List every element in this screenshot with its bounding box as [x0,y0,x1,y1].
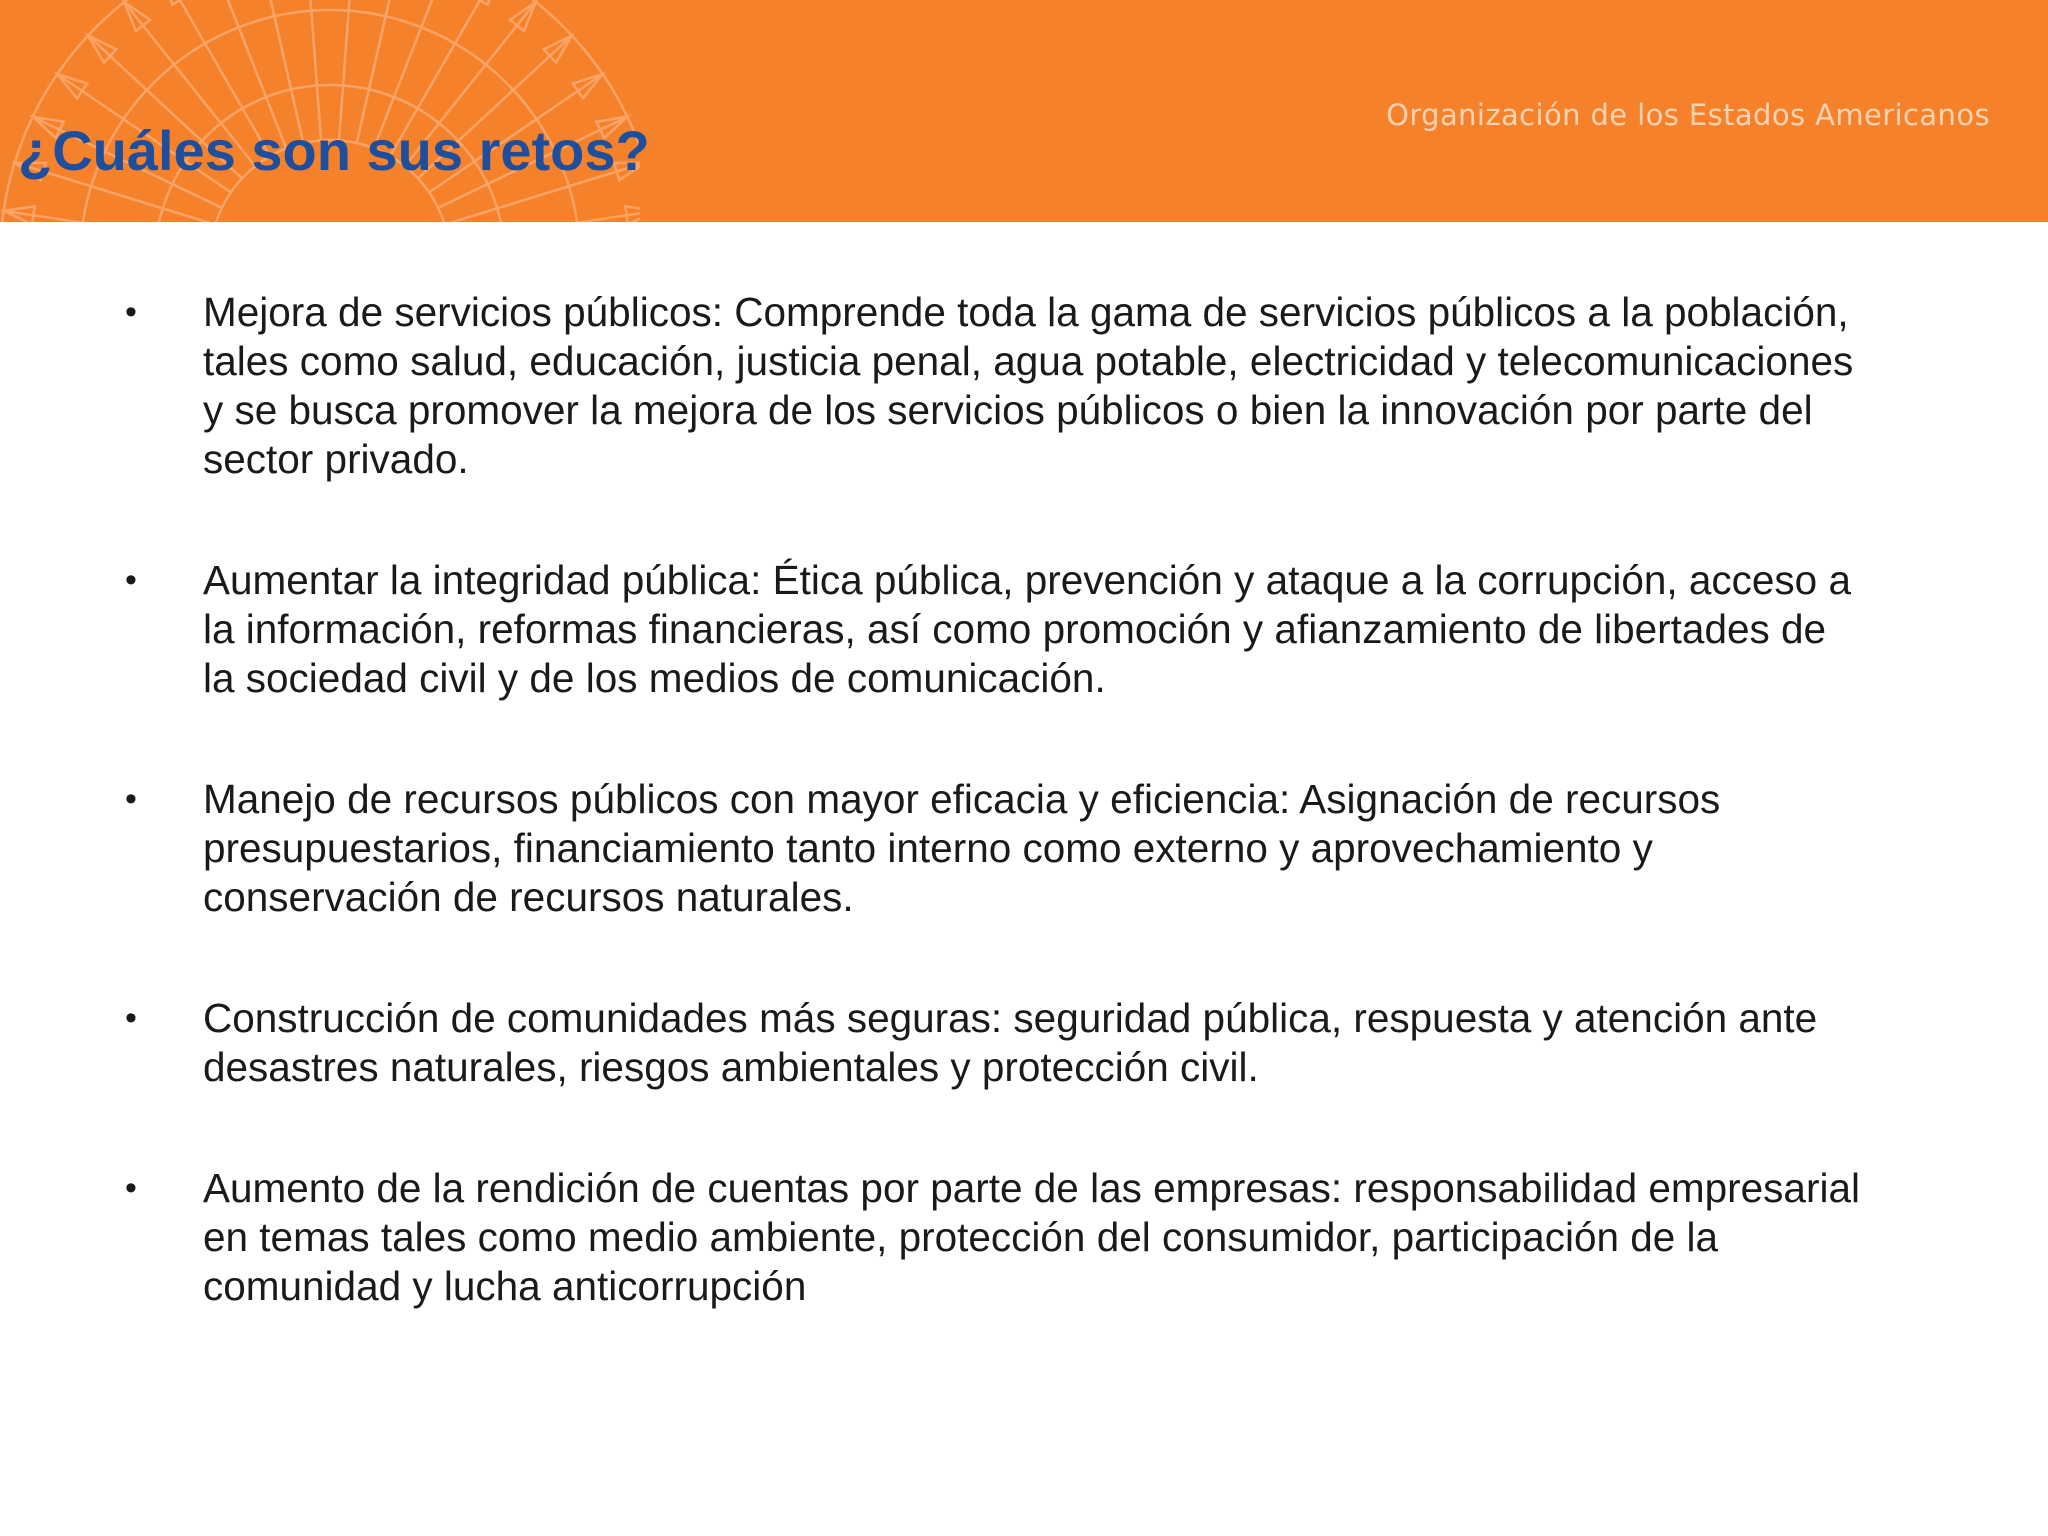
page-title: ¿Cuáles son sus retos? [18,119,650,182]
bullet-text: Aumento de la rendición de cuentas por parte de las empresas: responsabilidad empresarial en temas tales como medio ambiente, protección del consumidor, participación de la comunidad y lucha anticorrupción [203,1165,1860,1309]
bullet-text: Construcción de comunidades más seguras: seguridad pública, respuesta y atención ante desastres naturales, riesgos ambientales y protección civil. [203,995,1818,1090]
bullet-dot-icon: • [125,999,137,1037]
oas-seal-icon [0,0,640,222]
bullet-dot-icon: • [125,293,137,331]
bullet-item [125,556,1865,703]
bullet-item [125,1164,1865,1311]
header-banner [0,0,2048,222]
bullet-dot-icon: • [125,1169,137,1207]
bullet-dot-icon: • [125,780,137,818]
bullet-dot-icon: • [125,561,137,599]
bullet-item [125,994,1865,1092]
bullet-list [125,288,1865,1383]
bullet-item [125,288,1865,484]
organization-name: Organización de los Estados Americanos [1386,98,1990,132]
bullet-text: Mejora de servicios públicos: Comprende toda la gama de servicios públicos a la población, tales como salud, educación, justicia penal, agua potable, electricidad y telecomunicaciones y se busca promover la mejora de los servicios públicos o bien la innovación por parte del sector privado. [203,289,1854,482]
bullet-item [125,775,1865,922]
bullet-text: Aumentar la integridad pública: Ética pública, prevención y ataque a la corrupción, acceso a la información, reformas financieras, así como promoción y afianzamiento de libertades de la sociedad civil y de los medios de comunicación. [203,557,1851,701]
bullet-text: Manejo de recursos públicos con mayor eficacia y eficiencia: Asignación de recursos presupuestarios, financiamiento tanto interno como externo y aprovechamiento y conservación de recursos naturales. [203,776,1721,920]
